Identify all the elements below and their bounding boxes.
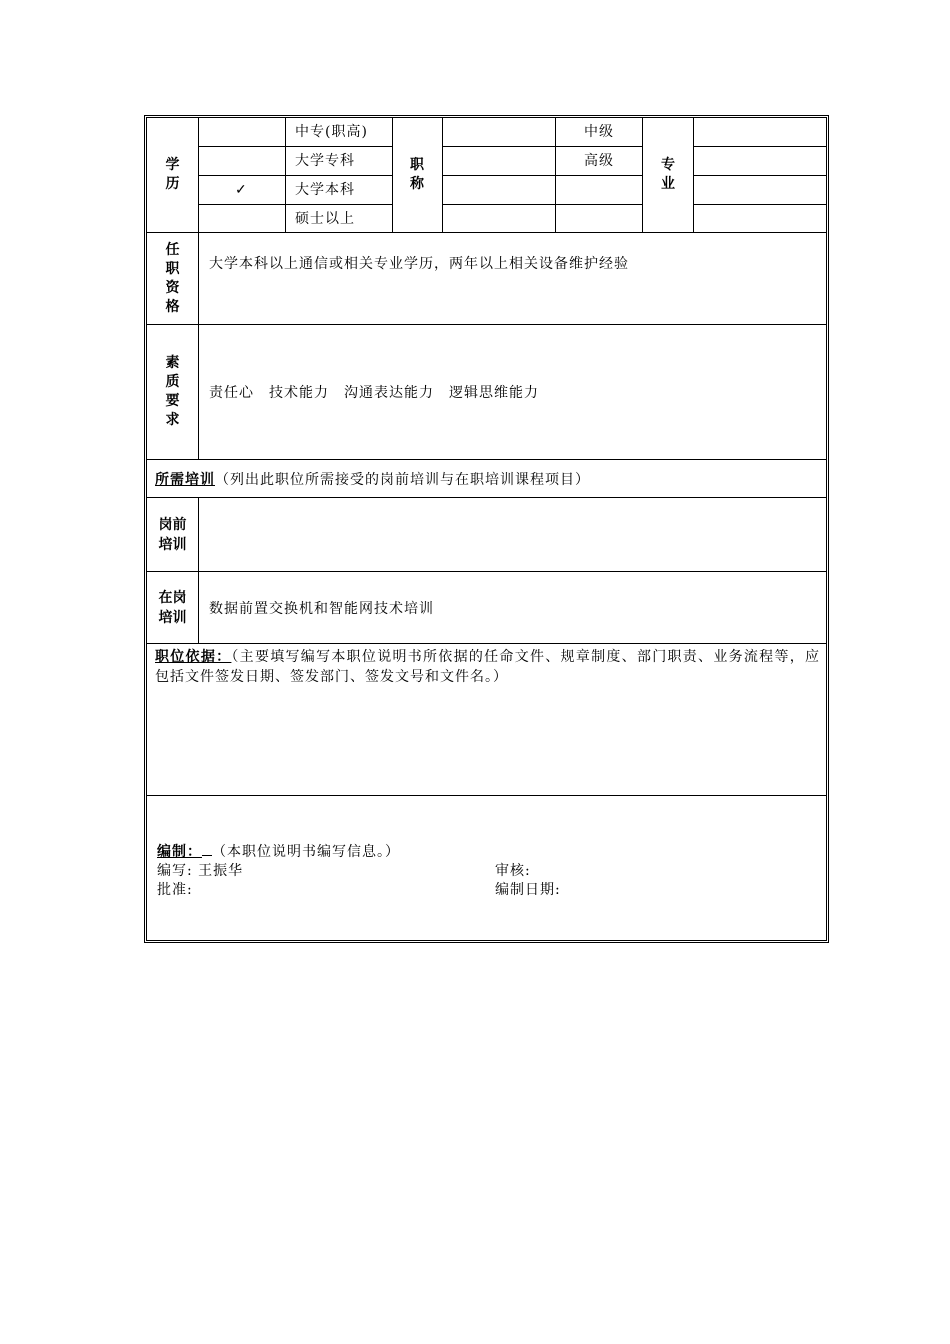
- education-level-2: 大学本科: [295, 182, 355, 198]
- on-training-text: 数据前置交换机和智能网技术培训: [209, 600, 434, 617]
- on-training-label-cell: [147, 572, 199, 643]
- education-level-3: 硕士以上: [295, 211, 355, 227]
- approver-label: 批准:: [157, 882, 193, 898]
- pre-training-cell: [199, 498, 826, 571]
- education-label: 学历: [165, 157, 180, 192]
- date-label: 编制日期:: [495, 882, 561, 898]
- basis-note: （主要填写编写本职位说明书所依据的任命文件、规章制度、部门职责、业务流程等，应包括文件签发日期、签发部门、签发文号和文件名。）: [155, 649, 821, 685]
- on-training-row: [147, 572, 826, 644]
- quality-text: 责任心 技术能力 沟通表达能力 逻辑思维能力: [209, 385, 539, 401]
- quality-label-cell: [147, 325, 199, 459]
- title-label: 职称: [410, 157, 424, 192]
- pre-training-label-cell: [147, 498, 199, 571]
- on-training-label: 在岗培训: [158, 589, 187, 626]
- quality-cell: [199, 325, 826, 459]
- training-title: 所需培训: [155, 472, 215, 488]
- quality-label: 素质要求: [165, 355, 180, 428]
- pre-training-row: [147, 498, 826, 572]
- writer-name: 王振华: [198, 863, 244, 879]
- qualification-row: [147, 233, 826, 325]
- training-note: （列出此职位所需接受的岗前培训与在职培训课程项目）: [215, 472, 590, 488]
- writer-label: 编写:: [157, 863, 193, 879]
- compile-row: [147, 796, 826, 940]
- training-header-row: [147, 460, 826, 498]
- title-level-1: 高级: [584, 153, 614, 169]
- education-label-cell: [147, 118, 199, 232]
- basis-title: 职位依据：: [155, 649, 232, 665]
- education-mark-2: ✓: [235, 182, 248, 198]
- qualification-label: 任职资格: [165, 241, 180, 315]
- on-training-cell: [199, 572, 826, 643]
- compile-note: （本职位说明书编写信息。）: [212, 844, 400, 860]
- education-grid: [199, 118, 826, 232]
- qualification-cell: [199, 233, 826, 324]
- education-row: [147, 118, 826, 233]
- title-level-0: 中级: [584, 124, 614, 140]
- qualification-label-cell: [147, 233, 199, 324]
- pre-training-label: 岗前培训: [158, 516, 187, 553]
- major-label: 专业: [661, 157, 675, 192]
- quality-row: [147, 325, 826, 460]
- education-level-1: 大学专科: [295, 153, 355, 169]
- qualification-text: 大学本科以上通信或相关专业学历，两年以上相关设备维护经验: [209, 256, 629, 272]
- education-level-0: 中专(职高): [295, 124, 368, 140]
- compile-title: 编制：: [157, 844, 202, 860]
- basis-row: [147, 644, 826, 796]
- reviewer-label: 审核:: [495, 863, 531, 879]
- job-description-table: [144, 115, 829, 943]
